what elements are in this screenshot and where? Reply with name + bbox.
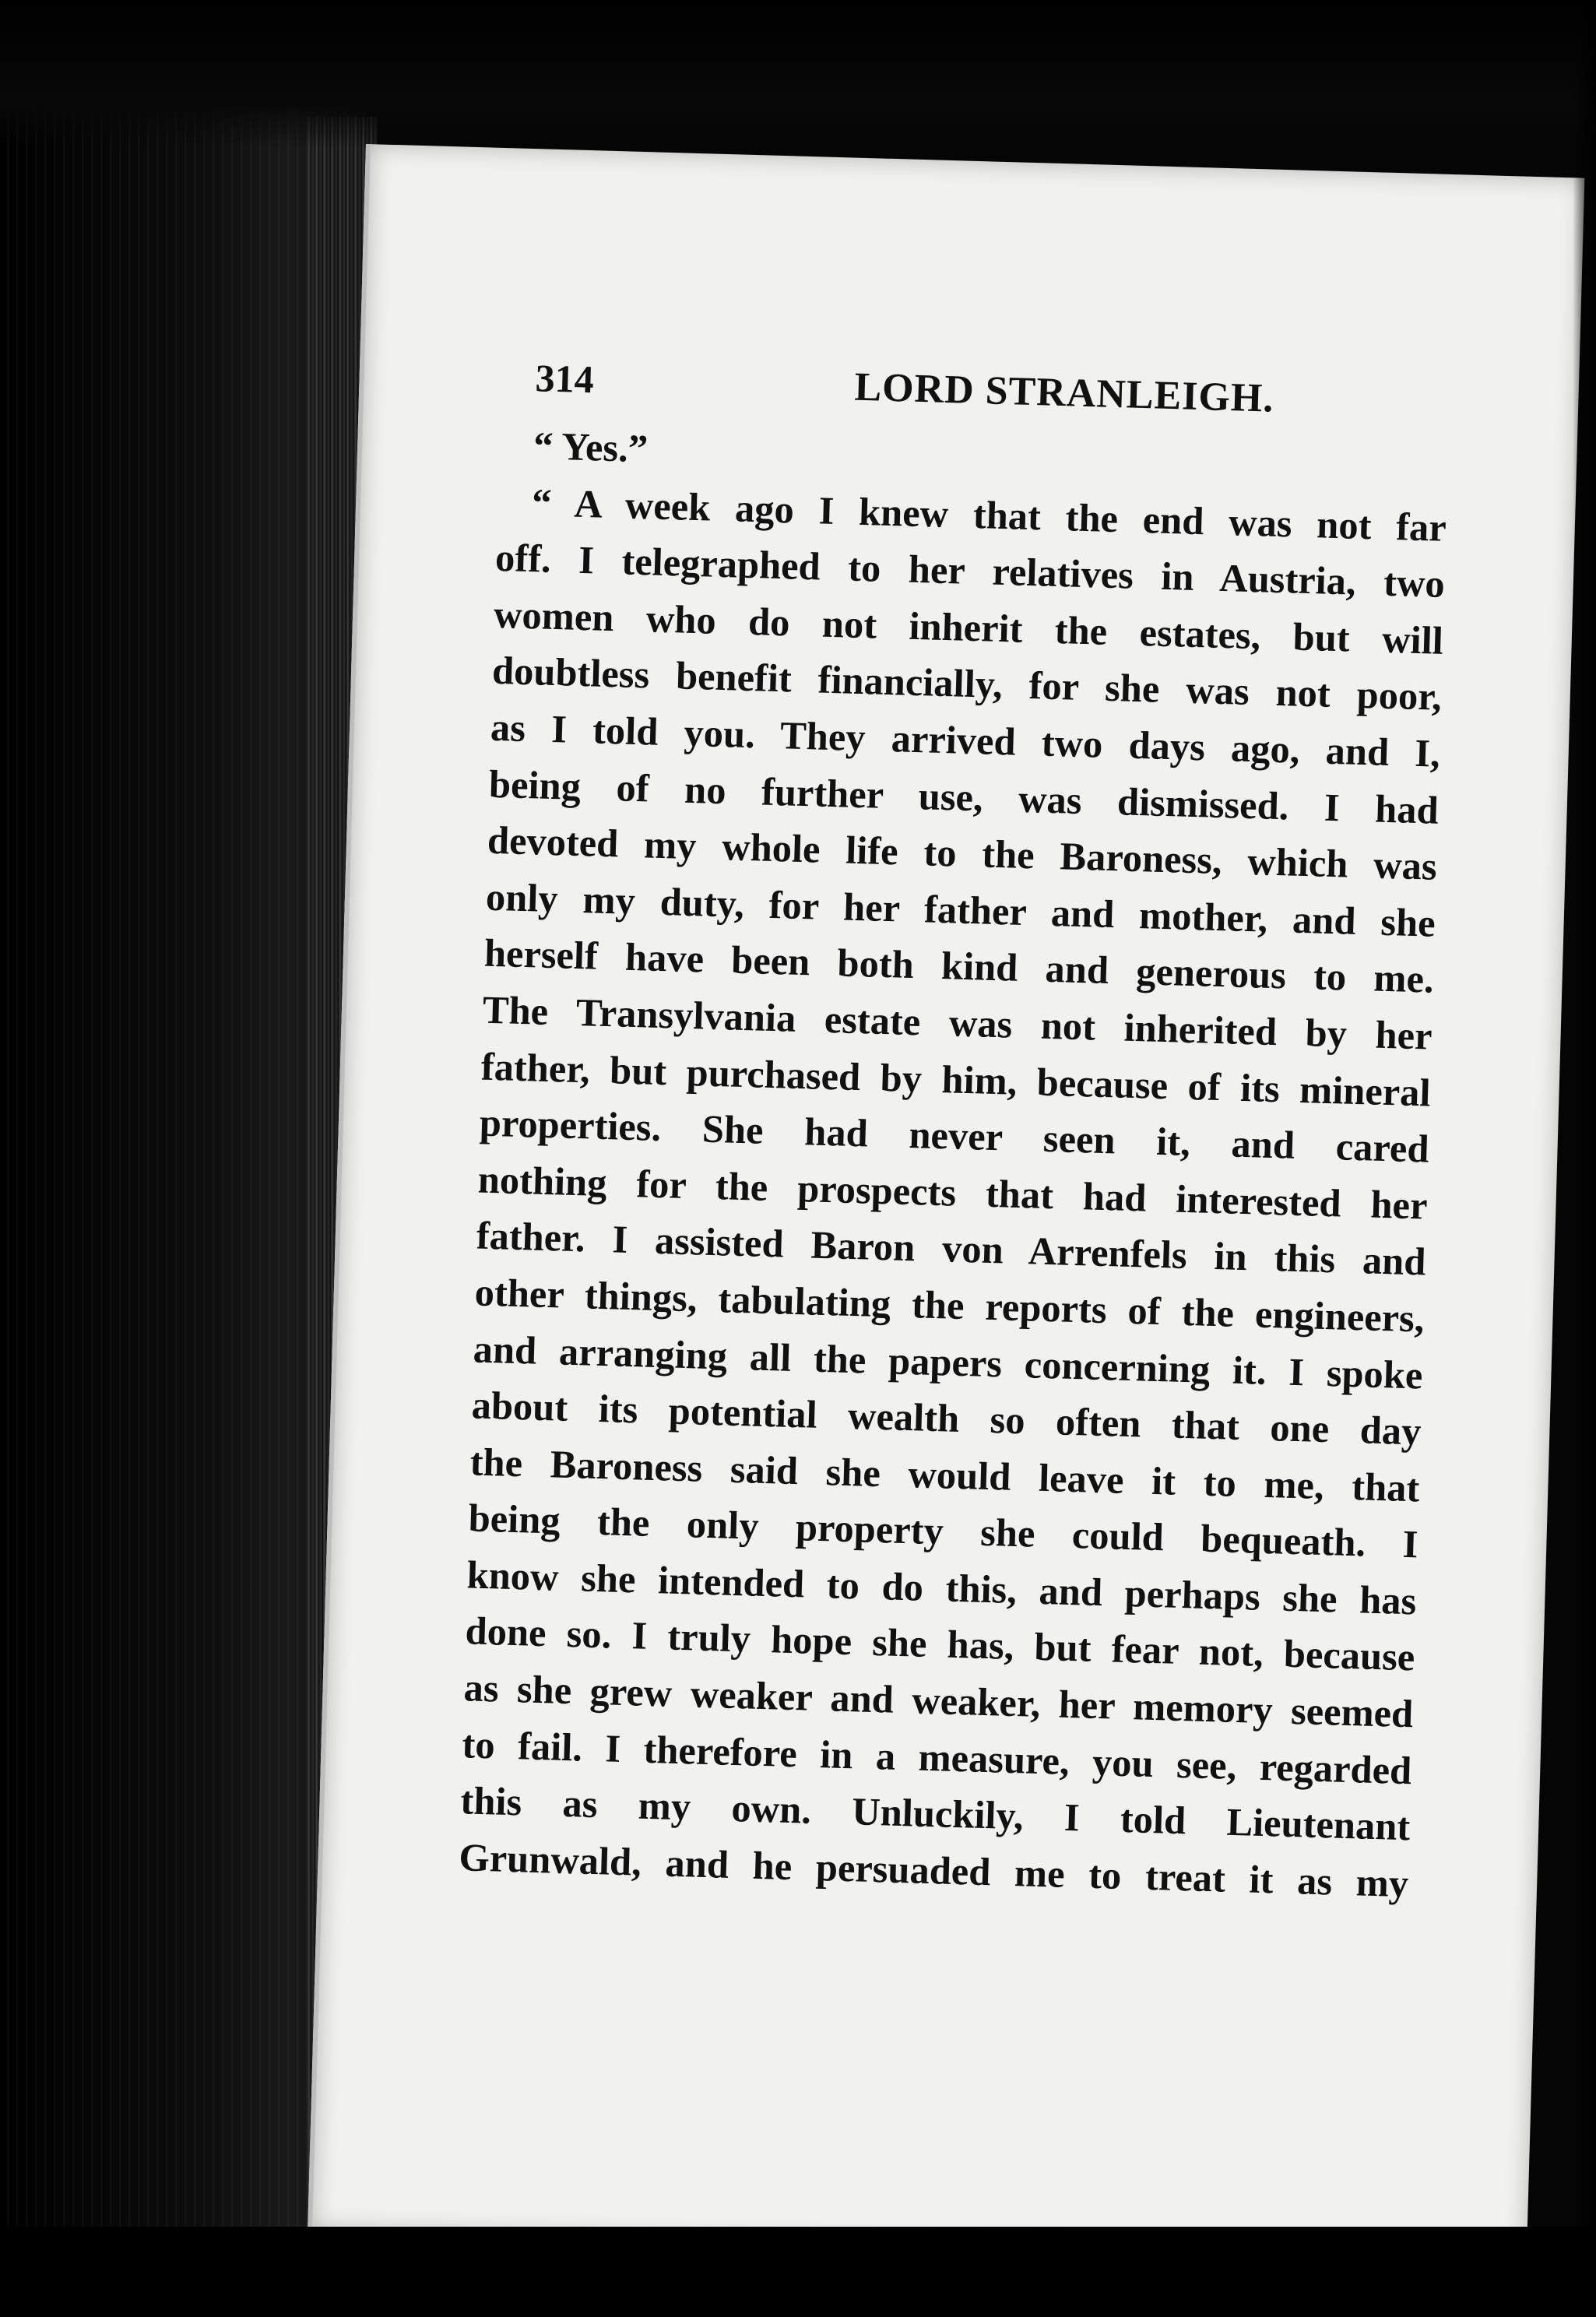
text-line: women who do not inherit the estates, but will <box>493 592 1444 663</box>
book-page <box>308 144 1584 2264</box>
text-line: devoted my whole life to the Baroness, which was <box>487 817 1438 888</box>
text-line: to fail. I therefore in a measure, you see, regarded <box>461 1721 1412 1792</box>
body-text <box>459 417 1449 1912</box>
text-line: doubtless benefit financially, for she was not poor, <box>491 649 1443 719</box>
text-line: only my duty, for her father and mother, and she <box>485 874 1436 945</box>
text-line: other things, tabulating the reports of the engineers, <box>474 1270 1426 1341</box>
text-line: herself have been both kind and generous to me. <box>483 931 1435 1002</box>
text-line: being the only property she could bequeath. I <box>467 1496 1419 1566</box>
text-line: “ A week ago I knew that the end was not far <box>531 480 1447 550</box>
text-line: about its potential wealth so often that one day <box>471 1383 1422 1454</box>
text-line: as I told you. They arrived two days ago, and I, <box>490 705 1441 775</box>
right-shadow <box>1573 0 1596 2317</box>
text-line: and arranging all the papers concerning it. I spoke <box>473 1326 1424 1398</box>
text-line: know she intended to do this, and perhaps she has <box>466 1552 1418 1623</box>
text-line: “ Yes.” <box>533 424 649 471</box>
text-line: The Transylvania estate was not inherited by her <box>482 987 1433 1058</box>
text-line: father, but purchased by him, because of its mineral <box>480 1044 1432 1115</box>
text-line: father. I assisted Baron von Arrenfels in this and <box>476 1213 1427 1284</box>
page-number: 314 <box>534 356 595 402</box>
top-shadow <box>0 0 1596 148</box>
text-line: done so. I truly hope she has, but fear not, because <box>464 1609 1416 1679</box>
text-line: the Baroness said she would leave it to me, that <box>469 1440 1421 1510</box>
page-header <box>535 355 1548 430</box>
text-line: this as my own. Unluckily, I told Lieutenant <box>459 1778 1411 1849</box>
text-line: being of no further use, was dismissed. I had <box>488 761 1440 832</box>
text-line: as she grew weaker and weaker, her memory seemed <box>462 1665 1415 1736</box>
bottom-shadow <box>0 2227 1596 2317</box>
text-line: Grunwald, and he persuaded me to treat it as my <box>458 1835 1409 1906</box>
text-line: nothing for the prospects that had interested her <box>477 1157 1429 1228</box>
running-title: LORD STRANLEIGH. <box>853 364 1275 421</box>
text-line: properties. She had never seen it, and cared <box>479 1100 1430 1171</box>
text-line: off. I telegraphed to her relatives in Austria, two <box>494 536 1446 606</box>
